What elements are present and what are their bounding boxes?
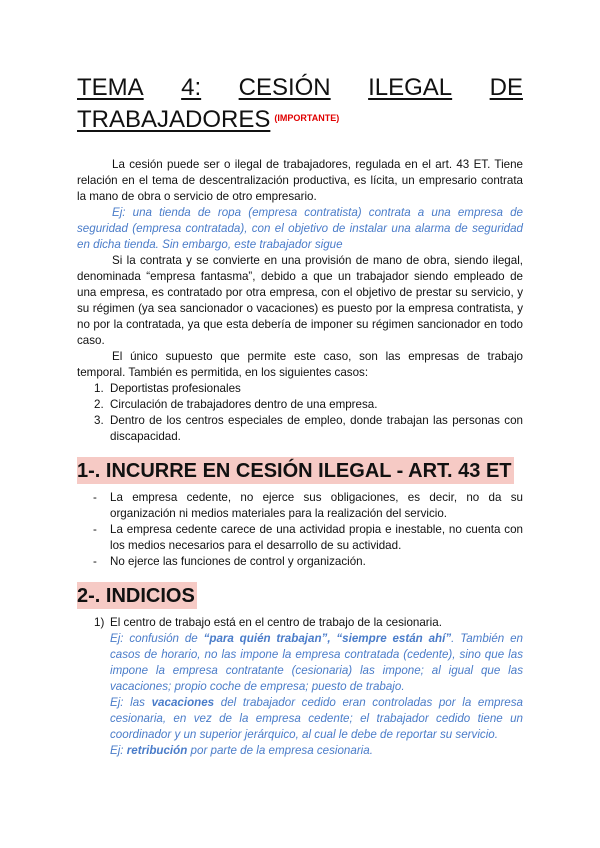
allowed-cases-list [77, 381, 523, 445]
document-body [77, 157, 523, 759]
example-text: Ej: las [110, 696, 152, 709]
section-2-heading: 2-. INDICIOS [77, 582, 197, 609]
list-item [77, 397, 523, 413]
indicio-example-2 [77, 695, 523, 743]
list-item-text: Circulación de trabajadores dentro de una empresa. [110, 398, 378, 411]
indicio-item [77, 615, 523, 631]
list-item [77, 413, 523, 445]
list-item-text: La empresa cedente, no ejerce sus obligaciones, es decir, no da su organización ni medios materiales para la realización del servicio. [110, 491, 523, 520]
title-word: DE [489, 74, 523, 101]
list-item [77, 490, 523, 522]
list-number: 2. [94, 398, 104, 411]
list-item-text: El centro de trabajo está en el centro de trabajo de la cesionaria. [110, 616, 442, 629]
intro-paragraph-3: El único supuesto que permite este caso, son las empresas de trabajo temporal. También es permitida, en los siguientes casos: [77, 350, 523, 379]
list-dash: - [93, 491, 97, 504]
list-item [77, 522, 523, 554]
intro-paragraph-1: La cesión puede ser o ilegal de trabajadores, regulada en el art. 43 ET. Tiene relación en el tema de descentralización productiva, es lícita, un empresario contrata la mano de obra o servicio de otro empresario. [77, 158, 523, 203]
list-item [77, 554, 523, 570]
title-line-2 [77, 104, 523, 134]
example-text: del trabajador cedido eran controladas por la empresa cesionaria, en vez de la empresa cedente; el trabajador cedido tiene un coordinador y un superior jerárquico, al cual le debe de reportar su servicio. [110, 696, 523, 741]
list-dash: - [93, 523, 97, 536]
list-item [77, 381, 523, 397]
list-dash: - [93, 555, 97, 568]
title-line-1 [77, 74, 523, 102]
list-item-text: No ejerce las funciones de control y organización. [110, 555, 366, 568]
example-bold: “para quién trabajan”, “siempre están ahí” [203, 632, 452, 645]
title-word: TRABAJADORES [77, 106, 271, 133]
list-number: 1. [94, 382, 104, 395]
list-number: 3. [94, 414, 104, 427]
intro-paragraph-2: Si la contrata y se convierte en una provisión de mano de obra, siendo ilegal, denominada “empresa fantasma”, debido a que un trabajador siendo empleado de una empresa, es contratado por otra empresa, con el objetivo de prestar su servicio, y su régimen (ya sea sancionador o vacaciones) es puesto por la empresa contratista, y no por la contratada, ya que esta debería de imponer su régimen sancionador en todo caso. [77, 254, 523, 347]
example-text: Ej: confusión de [110, 632, 204, 645]
indicio-example-1 [77, 631, 523, 695]
section-1-heading: 1-. INCURRE EN CESIÓN ILEGAL - ART. 43 ET [77, 457, 514, 484]
title-word: TEMA [77, 74, 144, 101]
example-text: por parte de la empresa cesionaria. [187, 744, 373, 757]
example-bold: retribución [126, 744, 188, 757]
list-item-text: La empresa cedente carece de una actividad propia e inestable, no cuenta con los medios necesarios para el desarrollo de su actividad. [110, 523, 523, 552]
title-word: ILEGAL [368, 74, 453, 101]
intro-example: Ej: una tienda de ropa (empresa contratista) contrata a una empresa de seguridad (empresa contratada), con el objetivo de instalar una alarma de seguridad en dicha tienda. Sin embargo, este trabajador sigue [77, 206, 523, 251]
list-item-text: Deportistas profesionales [110, 382, 241, 395]
example-bold: vacaciones [151, 696, 215, 709]
list-item-text: Dentro de los centros especiales de empleo, donde trabajan las personas con discapacidad. [110, 414, 523, 443]
list-number: 1) [94, 616, 105, 629]
important-tag: (IMPORTANTE) [274, 113, 340, 123]
example-text: Ej: [110, 744, 127, 757]
page-title [77, 74, 523, 134]
section-1-list [77, 490, 523, 570]
title-word: CESIÓN [238, 74, 331, 101]
example-text: . También en casos de horario, no las impone la empresa contratada (cedente), sino que las impone la empresa contratante (cesionaria) las impone; al igual que las vacaciones; propio coche de empresa; puesto de trabajo. [110, 632, 523, 693]
indicio-example-3 [77, 743, 523, 759]
title-word: 4: [181, 74, 202, 101]
